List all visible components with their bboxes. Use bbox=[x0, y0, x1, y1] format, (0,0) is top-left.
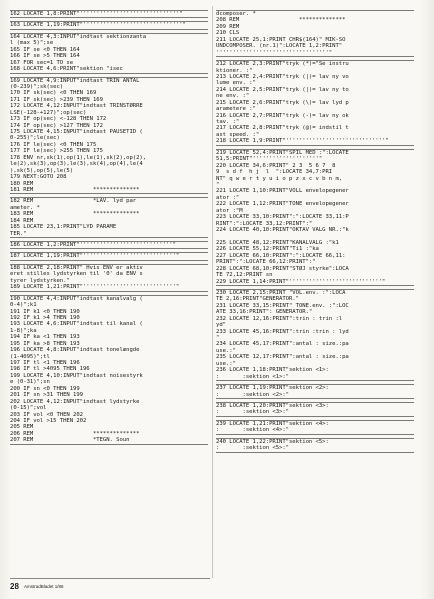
code-line: 9 s d f h j l ":LOCATE 34,7:PRI bbox=[216, 169, 333, 176]
code-line: 238 LOCATE 1,20:PRINT"sektion <3>: bbox=[216, 402, 329, 409]
code-line: ATE 33,16:PRINT": GENERATOR." bbox=[216, 309, 313, 316]
code-line: 195 IF ka >8 THEN 193 bbox=[10, 340, 80, 347]
page-number: 28 bbox=[10, 582, 19, 591]
column-divider bbox=[212, 6, 213, 578]
code-line: lume env. :" bbox=[216, 80, 256, 87]
code-line: " bbox=[216, 181, 220, 188]
listing-column-left bbox=[10, 8, 208, 448]
listing-block bbox=[216, 420, 414, 435]
page-footer bbox=[10, 578, 210, 593]
code-line: 172 LOCATE 4,12:INPUT"indtast TRINSTØRRE bbox=[10, 103, 143, 110]
code-line: ameter. * bbox=[10, 204, 40, 211]
code-line: 0-4)";k1 bbox=[10, 302, 37, 309]
code-line: 203 IF vol <0 THEN 202 bbox=[10, 411, 83, 418]
code-line: dcomposer. * bbox=[216, 11, 256, 17]
code-line: TE 72,12:PRINT sn bbox=[216, 272, 273, 279]
code-line: 213 LOCATE 2,4:PRINT"tryk (|)= lav ny vo bbox=[216, 73, 349, 80]
code-line: 170 IF sk(sec) <0 THEN 169 bbox=[10, 90, 97, 97]
code-line: PRINT":":LOCATE 66,12:PRINT":" bbox=[216, 259, 316, 266]
code-line: 197 IF tl <1 THEN 196 bbox=[10, 360, 80, 366]
code-line: TER." bbox=[10, 230, 27, 237]
code-line: : :sektion <2>:" bbox=[216, 391, 289, 398]
code-line: 204 IF vol >15 THEN 202 bbox=[10, 417, 87, 424]
code-line: 184 REM bbox=[10, 217, 34, 224]
code-line: 198 IF tl >4095 THEN 196 bbox=[10, 366, 90, 373]
code-line: 164 LOCATE 4,3:INPUT"indtast sektionzanta bbox=[10, 33, 147, 40]
code-line: 209 REM bbox=[216, 23, 240, 30]
code-line: le(2),sk(3),op(3),le(3),sk(4),op(4),le(4 bbox=[10, 161, 143, 168]
code-line: 175 LOCATE 4,15:INPUT"indtast PAUSETID ( bbox=[10, 129, 143, 135]
code-line: 51,5:PRINT"''''''''''''''''''''" bbox=[216, 156, 323, 163]
listing-block bbox=[10, 33, 208, 74]
code-line: 185 LOCATE 23,1:PRINT"LYD PARAME bbox=[10, 224, 117, 231]
code-line: use.:" bbox=[216, 360, 236, 367]
code-line: 173 IF op(sec) <-128 THEN 172 bbox=[10, 116, 107, 123]
listing-column-right bbox=[216, 8, 414, 456]
code-line: 233 LOCATE 45,16:PRINT":trin :trin : lyd bbox=[216, 328, 349, 335]
code-line: 228 LOCATE 68,10:PRINT"STØJ styrke":LOCA bbox=[216, 265, 349, 272]
listing-block bbox=[10, 77, 208, 195]
code-line: 227 LOCATE 66,10:PRINT":":LOCATE 66,11: bbox=[216, 252, 346, 259]
code-line: 166 IF se >5 THEN 164 bbox=[10, 53, 80, 60]
code-line: 191 IF k1 <0 THEN 190 bbox=[10, 308, 80, 315]
code-line: UNDCOMPOSER. (nr.1)":LOCATE 1,2:PRINT" bbox=[216, 43, 343, 50]
code-line: 167 FOR sec=1 TO se bbox=[10, 59, 74, 66]
code-line: 174 IF op(sec) >127 THEN 172 bbox=[10, 122, 103, 129]
code-line: ''''''''''''''''''''''''''''''''''" bbox=[216, 49, 333, 56]
code-line: (0-239)";sk(sec) bbox=[10, 83, 64, 90]
code-line: 214 LOCATE 2,5:PRINT"tryk (|)= lav ny to bbox=[216, 86, 349, 93]
code-line: tav. :" bbox=[216, 119, 240, 125]
code-line: 221 LOCATE 1,10:PRINT"VOLL envelopegener bbox=[216, 188, 349, 195]
code-line: 193 LOCATE 4,6:INPUT"indtast til kanal ( bbox=[10, 321, 143, 328]
code-line: 162 LOCATE 1,8:PRINT"''''''''''''''''''''''''''''''" bbox=[10, 11, 183, 17]
code-line: 215 LOCATE 2,6:PRINT"tryk (\)= lav lyd p bbox=[216, 99, 349, 106]
code-line: 181 REM ************** bbox=[10, 186, 140, 193]
code-line: e (0-31)";sn bbox=[10, 379, 50, 386]
code-line: 180 REM bbox=[10, 180, 34, 187]
code-line: 237 LOCATE 1,19:PRINT"sektion <2>: bbox=[216, 385, 329, 392]
code-line: 194 IF ka <1 THEN 193 bbox=[10, 334, 80, 341]
listing-block bbox=[216, 289, 414, 381]
listing-block bbox=[10, 264, 208, 292]
listing-block bbox=[10, 10, 208, 18]
code-line: 205 REM bbox=[10, 424, 34, 431]
code-line: 235 LOCATE 12,17:PRINT":antal : size.:pa bbox=[216, 354, 349, 361]
code-line: tyrer lydstyrken." bbox=[10, 277, 70, 284]
code-line: 240 LOCATE 1,22:PRINT"sektion <5>: bbox=[216, 438, 329, 445]
code-line: ktioner. :" bbox=[216, 67, 253, 74]
code-line: 220 LOCATE 34,6:PRINT" 2 3 5 6 7 8 bbox=[216, 162, 336, 169]
code-line: l (max 5)";se bbox=[10, 40, 54, 47]
code-line: 200 IF sn <0 THEN 199 bbox=[10, 385, 80, 392]
listing-block bbox=[10, 197, 208, 238]
code-line: 187 LOCATE 1,19:PRINT"''''''''''''''''''''''''''''" bbox=[10, 253, 180, 260]
code-line: 171 IF sk(sec) >239 THEN 169 bbox=[10, 96, 103, 103]
code-line: (0-15)";vol bbox=[10, 405, 47, 412]
code-line: 236 LOCATE 1,18:PRINT"sektion <1>: bbox=[216, 367, 329, 374]
code-line: 192 IF k1 >4 THEN 190 bbox=[10, 314, 80, 321]
code-line: 234 LOCATE 45,17:PRINT":antal : size.:pa bbox=[216, 341, 349, 348]
code-line: 189 LOCATE 1,21:PRINT"''''''''''''''''''''''''''''" bbox=[10, 284, 180, 291]
code-line: 1-8)";ka bbox=[10, 327, 37, 334]
code-line: yd" bbox=[216, 322, 226, 329]
listing-block bbox=[10, 252, 208, 260]
listing-block bbox=[10, 241, 208, 249]
code-line: 216 LOCATE 2,7:PRINT"tryk (-)= lav ny ok bbox=[216, 112, 349, 119]
code-line: : :sektion <3>:" bbox=[216, 409, 289, 416]
code-line: 212 LOCATE 2,3:PRINT"tryk (*)="Se instru bbox=[216, 61, 349, 68]
code-line: 168 LOCATE 4,6:PRINT"sektion "isec bbox=[10, 66, 123, 73]
code-line: ast speed. :" bbox=[216, 131, 260, 138]
code-line: TE 2,16:PRINT"GENERATOR." bbox=[216, 296, 299, 303]
code-line: 225 LOCATE 48,12:PRINT"KANALVALG :"k1 bbox=[216, 239, 339, 246]
code-line: 163 LOCATE 1,19:PRINT"''''''''''''''''''''''''''''''" bbox=[10, 22, 186, 29]
code-line: ),sk(5),op(5),le(5) bbox=[10, 167, 74, 174]
code-line: 211 LOCATE 25,1:PRINT CHR$(164)" MIK-SO bbox=[216, 36, 346, 43]
code-line: RINT":":LOCATE 33,12:PRINT":" bbox=[216, 220, 313, 227]
code-line: 219 LOCATE 52,4:PRINT"SPIL MED :":LOCATE bbox=[216, 149, 349, 156]
code-line: 182 REM *LAV. lyd par bbox=[10, 198, 137, 205]
listing-block bbox=[216, 10, 414, 57]
code-line: 186 LOCATE 1,2:PRINT"''''''''''''''''''''''''''''" bbox=[10, 242, 176, 248]
code-line: LSE(-128-+127)";op(sec) bbox=[10, 109, 87, 116]
code-line: 188 LOCATE 2,18:PRINT" Hvis ENV er aktiv bbox=[10, 264, 143, 271]
magazine-name: AmstradBladet 1/86 bbox=[24, 584, 64, 589]
code-line: 231 LOCATE 33,15:PRINT" TONE.env. :":LOC bbox=[216, 302, 349, 309]
listing-block bbox=[10, 21, 208, 29]
code-line: ator :"M bbox=[216, 207, 243, 214]
code-line: (1-4095)";tl bbox=[10, 353, 50, 360]
code-line: 0-255)";le(sec) bbox=[10, 135, 60, 142]
code-line: 206 REM ************** bbox=[10, 430, 140, 437]
code-line: use.:" bbox=[216, 347, 236, 354]
code-line: 210 CLS bbox=[216, 30, 240, 37]
code-line: : :sektion <4>:" bbox=[216, 427, 289, 434]
code-line: 232 LOCATE 12,16:PRINT":trin : trin :l bbox=[216, 315, 343, 322]
code-line: 196 LOCATE 4,8:INPUT"indtast tonelængde bbox=[10, 347, 140, 354]
code-line: 202 LOCATE 4,12:INPUT"indtast lydstyrke bbox=[10, 398, 140, 405]
code-line: 165 IF se <0 THEN 164 bbox=[10, 46, 80, 53]
code-line: 223 LOCATE 33,10:PRINT":":LOCATE 33,11:P bbox=[216, 214, 349, 221]
code-line: : :sektion <5>:" bbox=[216, 445, 289, 452]
listing-block bbox=[216, 438, 414, 453]
code-line: 190 LOCATE 4,4:INPUT"indtast kanalvalg ( bbox=[10, 295, 143, 302]
code-line: 176 IF le(sec) <0 THEN 175 bbox=[10, 141, 97, 148]
code-line: 183 REM ************** bbox=[10, 211, 140, 218]
listing-block bbox=[216, 402, 414, 417]
code-line: 179 NEXT:GOTO 208 bbox=[10, 174, 67, 181]
code-line: 222 LOCATE 1,12:PRINT"TONE envelopegener bbox=[216, 201, 349, 208]
code-line: : :sektion <1>:" bbox=[216, 373, 289, 380]
code-line: 217 LOCATE 2,8:PRINT"tryk (@)= indstil t bbox=[216, 125, 349, 132]
code-line: 178 ENV nr,sk(1),op(1),le(1),sk(2),op(2), bbox=[10, 154, 147, 161]
code-line: " bbox=[216, 335, 220, 341]
code-line: 226 LOCATE 55,12:PRINT"Ti1 :"ka bbox=[216, 246, 319, 253]
listing-block bbox=[10, 295, 208, 445]
code-line: NT" q w e r t y u i o p z x c v b n m, bbox=[216, 175, 343, 182]
listing-block bbox=[216, 60, 414, 146]
listing-block bbox=[216, 149, 414, 286]
code-line: eret stilles lydstyrken til '0' da ENV s bbox=[10, 271, 143, 278]
code-line: 177 IF le(sec) >255 THEN 175 bbox=[10, 148, 103, 155]
code-line: 199 LOCATE 4,10:INPUT"indtast noisestyrk bbox=[10, 372, 143, 379]
code-line: ne env. :" bbox=[216, 93, 250, 100]
code-line: 207 REM *TEGN. Soun bbox=[10, 437, 130, 444]
code-line: 169 LOCATE 4,9:INPUT"indtast TRIN ANTAL bbox=[10, 77, 140, 84]
code-line: 218 LOCATE 1,9:PRINT"''''''''''''''''''''''''''''''" bbox=[216, 138, 389, 145]
code-line: 208 REM ************** bbox=[216, 17, 346, 24]
code-line: arametere :" bbox=[216, 106, 256, 113]
code-line: 201 IF sn >31 THEN 199 bbox=[10, 392, 83, 399]
listing-block bbox=[216, 384, 414, 399]
code-line: ator :" bbox=[216, 194, 240, 201]
code-line: 239 LOCATE 1,21:PRINT"sektion <4>: bbox=[216, 420, 329, 427]
code-line: 230 LOCATE 2,15:PRINT "VOL.env. :":LOCA bbox=[216, 289, 346, 296]
code-line: 229 LOCATE 1,14:PRINT"''''''''''''''''''''''''''''" bbox=[216, 278, 386, 285]
code-line: 224 LOCATE 40,10:PRINT"OKTAV VALG NR.:"k bbox=[216, 227, 349, 233]
